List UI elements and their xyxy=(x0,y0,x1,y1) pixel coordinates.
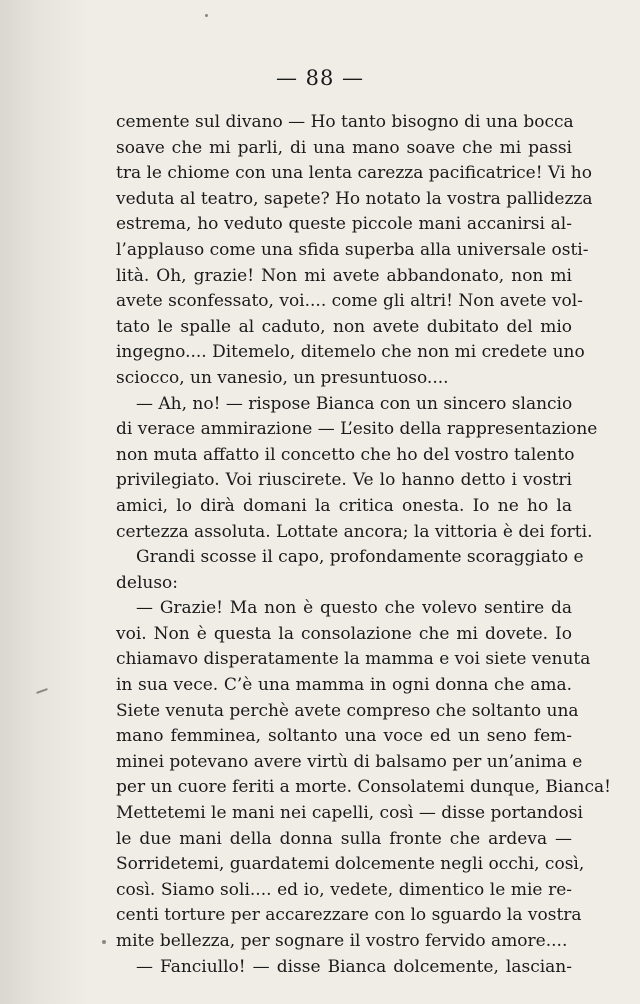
text-line: — Grazie! Ma non è questo che volevo sentire da xyxy=(136,598,572,619)
text-line: mano femminea, soltanto una voce ed un seno fem- xyxy=(116,726,572,747)
text-line: centi torture per accarezzare con lo sguardo la vostra xyxy=(116,905,582,926)
text-line: mite bellezza, per sognare il vostro fervido amore.... xyxy=(116,931,568,951)
text-line: tra le chiome con una lenta carezza pacificatrice! Vi ho xyxy=(116,163,592,184)
text-line: Grandi scosse il capo, profondamente scoraggiato e xyxy=(136,547,584,568)
text-line: — Fanciullo! — disse Bianca dolcemente, lascian- xyxy=(136,956,572,977)
text-line: le due mani della donna sulla fronte che ardeva — xyxy=(116,828,572,849)
text-line: tato le spalle al caduto, non avete dubitato del mio xyxy=(116,316,572,337)
text-line: privilegiato. Voi riuscirete. Ve lo hanno detto i vostri xyxy=(116,470,572,491)
text-line: veduta al teatro, sapete? Ho notato la vostra pallidezza xyxy=(116,188,593,209)
text-line: — Ah, no! — rispose Bianca con un sincero slancio xyxy=(136,393,573,414)
page-speck xyxy=(36,688,48,694)
text-line: cemente sul divano — Ho tanto bisogno di una bocca xyxy=(116,112,574,132)
text-line: in sua vece. C’è una mamma in ogni donna che ama. xyxy=(116,675,572,696)
text-line: ingegno.... Ditemelo, ditemelo che non mi credete uno xyxy=(116,342,585,363)
text-line: lità. Oh, grazie! Non mi avete abbandonato, non mi xyxy=(116,265,572,286)
page-speck xyxy=(205,14,208,17)
text-line: minei potevano avere virtù di balsamo per un’anima e xyxy=(116,751,583,772)
page-number: — 88 — xyxy=(275,66,365,90)
text-line: sciocco, un vanesio, un presuntuoso.... xyxy=(116,367,449,388)
text-line: Siete venuta perchè avete compreso che soltanto una xyxy=(116,700,579,721)
text-line: non muta affatto il concetto che ho del vostro talento xyxy=(116,444,575,465)
text-line: chiamavo disperatamente la mamma e voi siete venuta xyxy=(116,649,591,670)
text-line: voi. Non è questa la consolazione che mi dovete. Io xyxy=(116,623,572,644)
body-text xyxy=(116,110,611,980)
text-line: per un cuore feriti a morte. Consolatemi dunque, Bianca! xyxy=(116,777,611,798)
text-line: Sorridetemi, guardatemi dolcemente negli occhi, così, xyxy=(116,854,585,875)
text-line: deluso: xyxy=(116,572,179,593)
text-line: avete sconfessato, voi.... come gli altri! Non avete vol- xyxy=(116,291,583,312)
text-line: di verace ammirazione — L’esito della rappresentazione xyxy=(116,419,598,440)
text-line: certezza assoluta. Lottate ancora; la vittoria è dei forti. xyxy=(116,521,593,542)
text-line: così. Siamo soli.... ed io, vedete, dimentico le mie re- xyxy=(116,879,572,900)
text-line: l’applauso come una sfida superba alla universale osti- xyxy=(116,239,589,260)
page-speck xyxy=(102,940,106,944)
text-line: soave che mi parli, di una mano soave che mi passi xyxy=(116,137,572,158)
text-line: amici, lo dirà domani la critica onesta. Io ne ho la xyxy=(116,495,572,516)
text-line: estrema, ho veduto queste piccole mani accanirsi al- xyxy=(116,214,572,235)
text-line: Mettetemi le mani nei capelli, così — disse portandosi xyxy=(116,803,583,824)
